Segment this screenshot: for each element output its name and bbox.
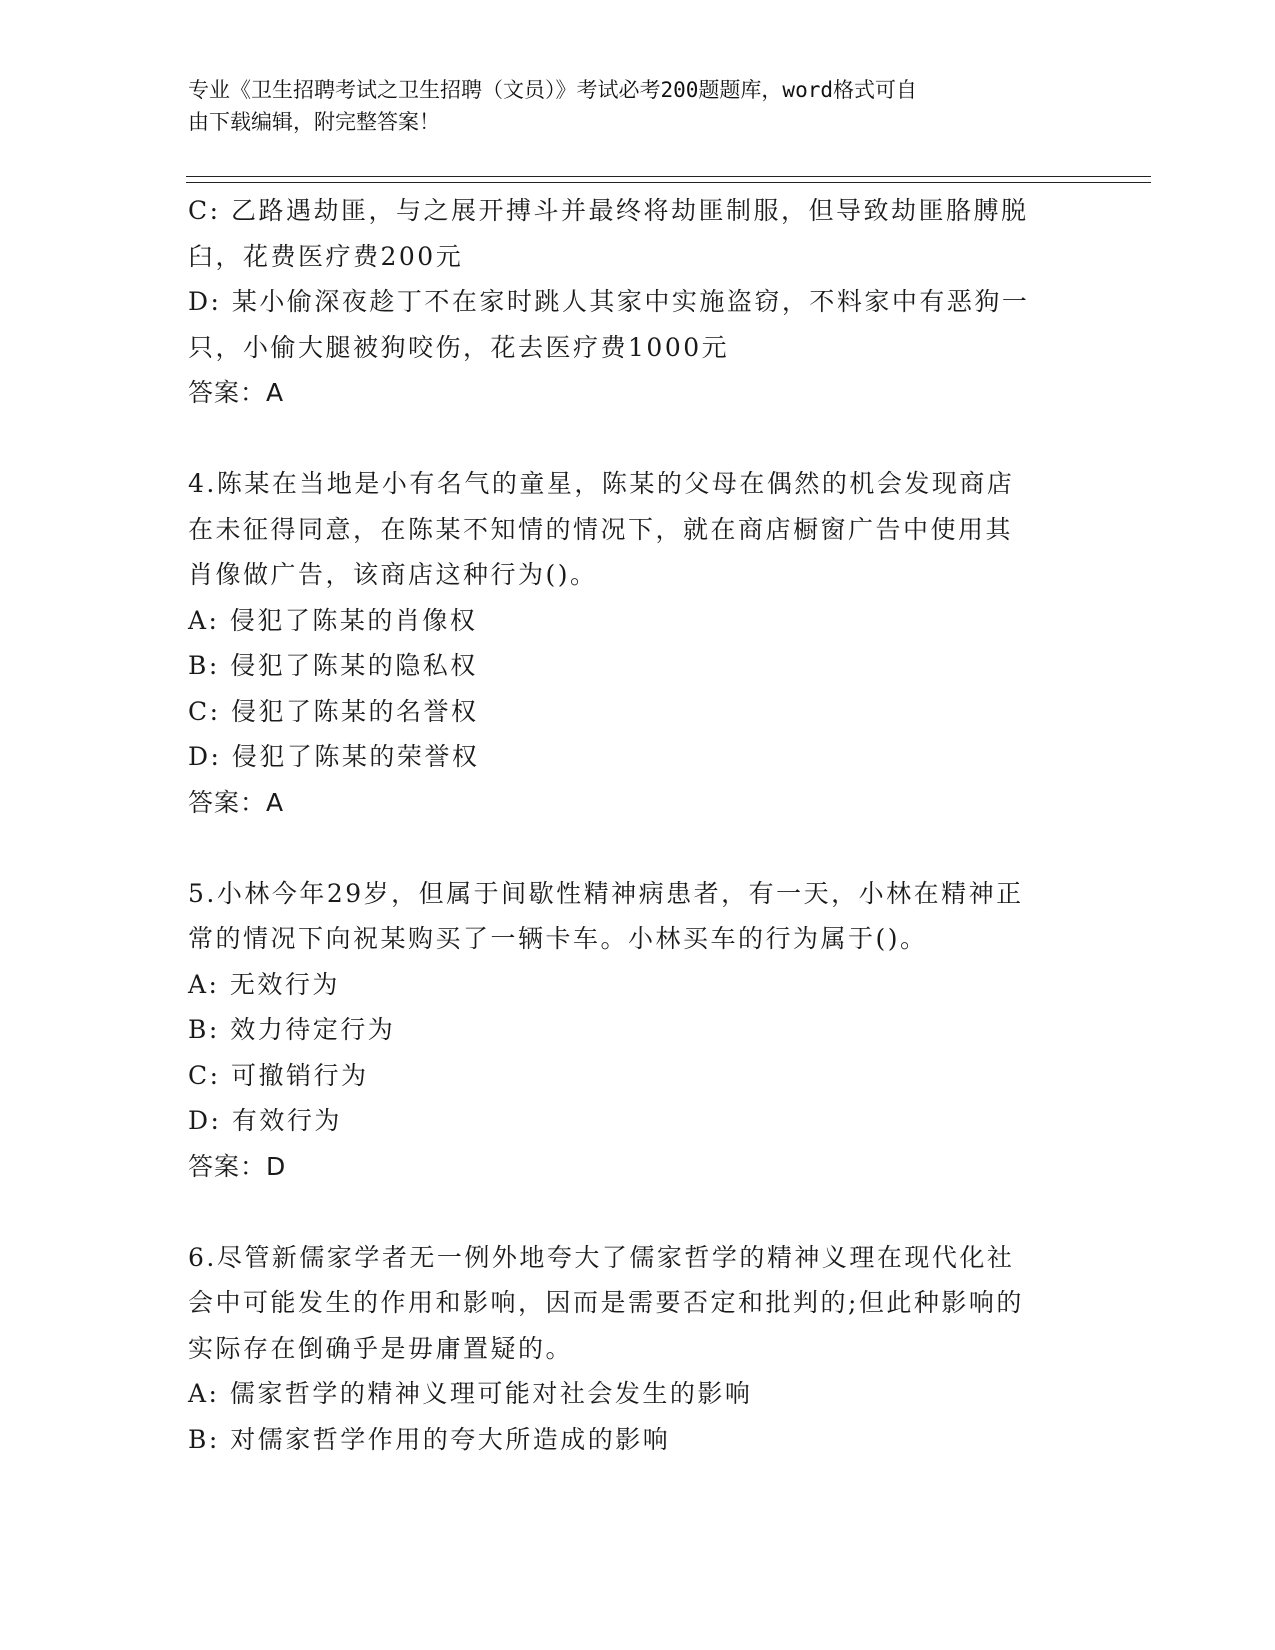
option-c: C: 可撤销行为 [188,1060,369,1090]
question-spacer [188,416,1078,462]
question-5 [188,871,1078,1190]
option-c: C: 乙路遇劫匪，与之展开搏斗并最终将劫匪制服，但导致劫匪胳膊脱 [188,196,1029,225]
question-stem: 4.陈某在当地是小有名气的童星，陈某的父母在偶然的机会发现商店 [188,469,1015,498]
question-6 [188,1235,1078,1463]
question-3 [188,188,1078,416]
option-b: B: 侵犯了陈某的隐私权 [188,651,478,680]
option-d: D: 侵犯了陈某的荣誉权 [188,742,480,771]
question-stem: 实际存在倒确乎是毋庸置疑的。 [188,1333,574,1363]
option-c-continued: 臼，花费医疗费200元 [188,241,464,271]
option-d: D: 有效行为 [188,1106,342,1135]
answer-line: 答案：D [188,1151,287,1181]
question-spacer [188,1189,1078,1235]
answer-line: 答案：A [188,378,285,407]
document-header [188,74,1068,138]
header-line: 专业《卫生招聘考试之卫生招聘（文员）》考试必考200题题库，word格式可自 [188,78,917,102]
option-a: A: 侵犯了陈某的肖像权 [188,605,478,635]
question-stem: 常的情况下向祝某购买了一辆卡车。小林买车的行为属于()。 [188,924,928,953]
question-spacer [188,825,1078,871]
option-c: C: 侵犯了陈某的名誉权 [188,696,479,726]
question-stem: 肖像做广告，该商店这种行为()。 [188,560,598,589]
question-list [188,188,1078,1462]
question-stem: 5.小林今年29岁，但属于间歇性精神病患者，有一天，小林在精神正 [188,878,1024,908]
option-b: B: 对儒家哲学作用的夸大所造成的影响 [188,1424,671,1454]
option-d-continued: 只，小偷大腿被狗咬伤，花去医疗费1000元 [188,332,730,362]
option-d: D: 某小偷深夜趁丁不在家时跳人其家中实施盗窃，不料家中有恶狗一 [188,287,1030,316]
option-a: A: 无效行为 [188,969,340,999]
option-b: B: 效力待定行为 [188,1015,396,1044]
question-stem: 6.尽管新儒家学者无一例外地夸大了儒家哲学的精神义理在现代化社 [188,1242,1015,1272]
question-4 [188,461,1078,825]
option-a: A: 儒家哲学的精神义理可能对社会发生的影响 [188,1379,753,1408]
header-divider [186,176,1151,177]
header-divider [186,182,1151,183]
question-stem: 在未征得同意，在陈某不知情的情况下，就在商店橱窗广告中使用其 [188,514,1014,544]
answer-line: 答案：A [188,787,285,817]
question-stem: 会中可能发生的作用和影响，因而是需要否定和批判的;但此种影响的 [188,1288,1024,1317]
header-line: 由下载编辑，附完整答案！ [188,110,440,134]
